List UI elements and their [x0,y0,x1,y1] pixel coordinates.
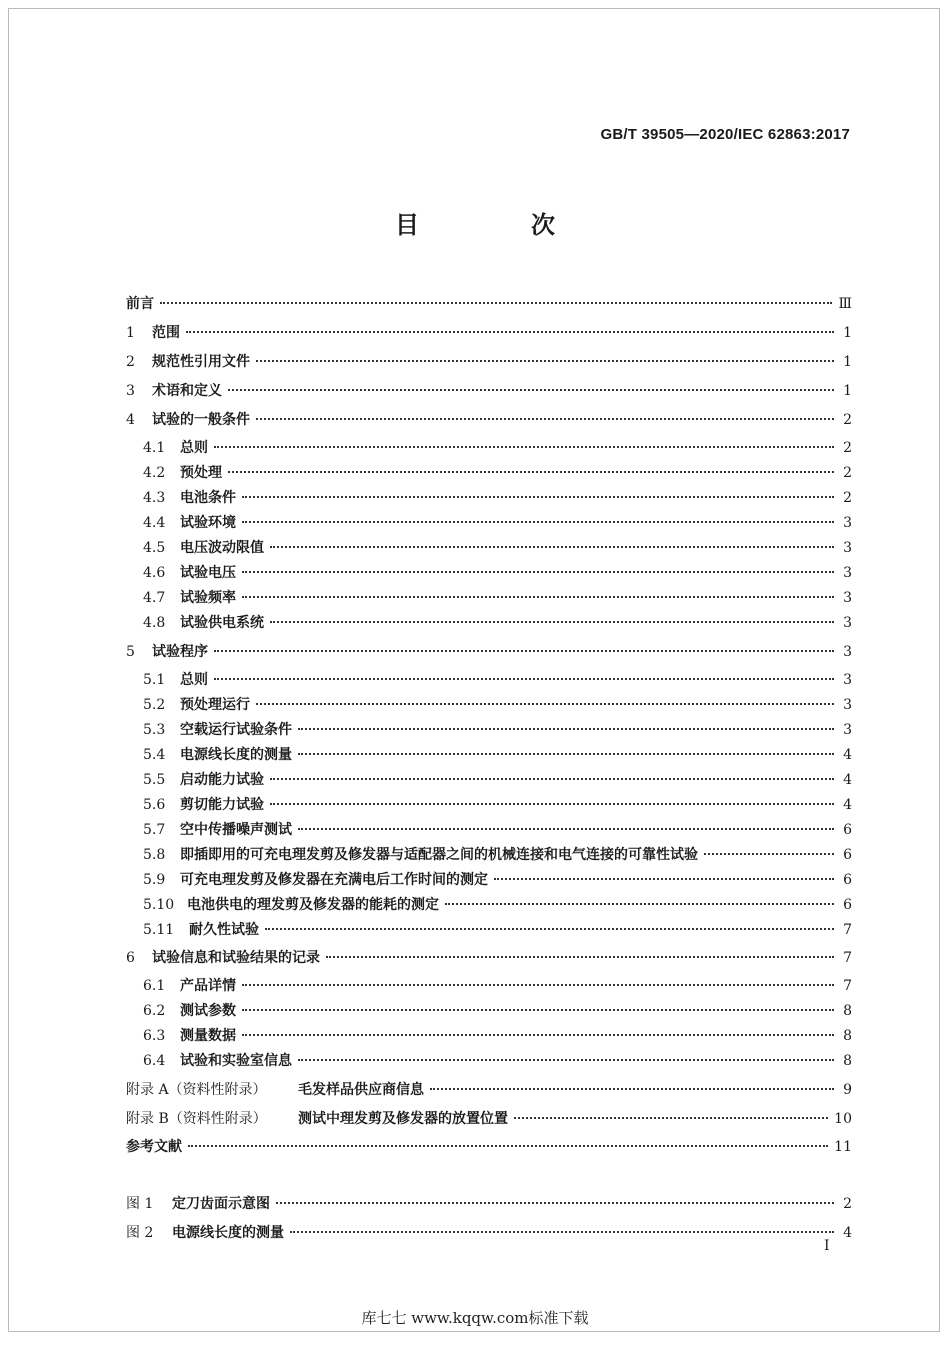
dot-leader [430,1088,834,1090]
dot-leader [228,389,834,391]
toc-entry-number: 4.1 [143,440,166,456]
toc-entry[interactable] [143,870,852,890]
toc-entry[interactable] [126,410,852,430]
dot-leader [256,703,834,705]
dot-leader [270,546,834,548]
toc-entry[interactable] [143,770,852,790]
toc-entry-page: 7 [843,978,852,994]
toc-entry-number: 4.8 [143,615,166,631]
toc-entry-number: 6 [126,950,135,966]
toc-entry-label: 试验电压 [180,565,236,581]
toc-entry-number: 5.1 [143,672,166,688]
toc-entry-page: 3 [843,515,852,531]
toc-entry-number: 4.6 [143,565,166,581]
toc-entry[interactable] [143,463,852,483]
toc-entry-page: 3 [843,565,852,581]
toc-entry-number: 4 [126,412,135,428]
toc-entry-page: 8 [843,1028,852,1044]
toc-entry-number: 5.8 [143,847,166,863]
dot-leader [265,928,834,930]
toc-entry-number: 图 2 [126,1225,154,1241]
toc-entry-number: 4.5 [143,540,166,556]
toc-entry[interactable] [143,720,852,740]
toc-entry-page: 6 [843,822,852,838]
dot-leader [704,853,834,855]
toc-entry-number: 图 1 [126,1196,154,1212]
toc-entry[interactable] [143,695,852,715]
standard-code: GB/T 39505—2020/IEC 62863:2017 [600,126,850,143]
dot-leader [290,1231,834,1233]
toc-entry-label: 试验和实验室信息 [180,1053,292,1069]
dot-leader [214,678,834,680]
toc-entry-label: 试验环境 [180,515,236,531]
toc-entry-label: 试验的一般条件 [152,412,250,428]
dot-leader [270,621,834,623]
toc-entry-number: 6.3 [143,1028,166,1044]
toc-entry[interactable] [143,563,852,583]
dot-leader [242,571,834,573]
dot-leader [214,650,834,652]
dot-leader [494,878,834,880]
toc-entry[interactable] [143,613,852,633]
toc-entry-number: 5.6 [143,797,166,813]
toc-entry-page: 3 [843,615,852,631]
toc-entry[interactable] [126,1194,852,1214]
toc-entry[interactable] [143,745,852,765]
toc-entry-label: 试验供电系统 [180,615,264,631]
toc-entry-label: 术语和定义 [152,383,222,399]
dot-leader [242,596,834,598]
toc-entry-page: 6 [843,847,852,863]
toc-entry-label: 启动能力试验 [180,772,264,788]
dot-leader [228,471,834,473]
toc-entry-label: 参考文献 [126,1139,182,1155]
dot-leader [242,1009,834,1011]
toc-entry-label: 试验程序 [152,644,208,660]
toc-title: 目 次 [395,210,599,239]
dot-leader [160,302,832,304]
toc-entry-page: 1 [843,354,852,370]
toc-entry[interactable] [143,670,852,690]
toc-entry-page: 2 [843,440,852,456]
toc-entry-number: 5.5 [143,772,166,788]
toc-entry-label: 可充电理发剪及修发器在充满电后工作时间的测定 [180,872,488,888]
dot-leader [186,331,834,333]
toc-entry-number: 4.3 [143,490,166,506]
toc-entry-label: 耐久性试验 [189,922,259,938]
toc-entry-page: 3 [843,697,852,713]
toc-entry[interactable] [126,1080,852,1100]
toc-entry-label: 测量数据 [180,1028,236,1044]
toc-entry-page: 4 [843,797,852,813]
toc-entry[interactable] [126,1223,852,1243]
toc-entry-page: 4 [843,772,852,788]
toc-entry[interactable] [143,588,852,608]
toc-entry-label: 总则 [180,672,208,688]
toc-entry-number: 6.2 [143,1003,166,1019]
toc-entry-label: 即插即用的可充电理发剪及修发器与适配器之间的机械连接和电气连接的可靠性试验 [180,847,698,863]
toc-entry[interactable] [126,1109,852,1129]
toc-entry[interactable] [143,1001,852,1021]
dot-leader [445,903,834,905]
toc-entry[interactable] [143,920,852,940]
toc-entry-page: 8 [843,1053,852,1069]
toc-entry-label: 规范性引用文件 [152,354,250,370]
toc-entry-number: 2 [126,354,135,370]
toc-entry-page: Ⅲ [838,296,852,312]
toc-entry[interactable] [143,488,852,508]
toc-entry[interactable] [126,381,852,401]
toc-entry[interactable] [143,513,852,533]
dot-leader [256,360,834,362]
dot-leader [242,1034,834,1036]
toc-entry[interactable] [126,1137,852,1157]
toc-entry[interactable] [126,948,852,968]
dot-leader [326,956,834,958]
toc-entry[interactable] [126,642,852,662]
toc-entry[interactable] [143,795,852,815]
toc-entry[interactable] [143,1026,852,1046]
dot-leader [242,521,834,523]
toc-entry-label: 空载运行试验条件 [180,722,292,738]
toc-entry-label: 毛发样品供应商信息 [298,1082,424,1098]
toc-entry[interactable] [126,323,852,343]
toc-entry-page: 3 [843,722,852,738]
toc-entry-label: 测试中理发剪及修发器的放置位置 [298,1111,508,1127]
toc-entry-label: 定刀齿面示意图 [172,1196,270,1212]
toc-entry-number: 4.7 [143,590,166,606]
toc-entry-page: 2 [843,465,852,481]
toc-entry-page: 8 [843,1003,852,1019]
watermark-text: 库七七 www.kqqw.com标准下载 [361,1309,589,1327]
dot-leader [270,778,834,780]
toc-entry-number: 5.9 [143,872,166,888]
toc-entry-label: 电池条件 [180,490,236,506]
toc-entry-number: 5.11 [143,922,175,938]
toc-entry-label: 试验频率 [180,590,236,606]
toc-entry-label: 电压波动限值 [180,540,264,556]
dot-leader [514,1117,828,1119]
toc-entry[interactable] [143,538,852,558]
toc-entry-label: 电源线长度的测量 [180,747,292,763]
toc-entry-page: 9 [843,1082,852,1098]
toc-entry-number: 3 [126,383,135,399]
dot-leader [188,1145,828,1147]
toc-entry-label: 试验信息和试验结果的记录 [152,950,320,966]
toc-entry-number: 5.4 [143,747,166,763]
toc-entry-label: 预处理运行 [180,697,250,713]
toc-entry-page: 6 [843,872,852,888]
toc-entry-number: 4.2 [143,465,166,481]
toc-entry[interactable] [143,845,852,865]
toc-entry-number: 5.7 [143,822,166,838]
toc-entry-page: 3 [843,590,852,606]
dot-leader [298,753,834,755]
toc-entry-page: 3 [843,644,852,660]
toc-entry-page: 1 [843,325,852,341]
toc-entry-label: 电源线长度的测量 [172,1225,284,1241]
toc-entry-label: 剪切能力试验 [180,797,264,813]
toc-entry-page: 6 [843,897,852,913]
dot-leader [298,1059,834,1061]
toc-entry-label: 预处理 [180,465,222,481]
toc-entry-page: 10 [834,1111,852,1127]
toc-entry[interactable] [143,1051,852,1071]
dot-leader [214,446,834,448]
toc-entry-number: 6.4 [143,1053,166,1069]
toc-entry[interactable] [126,294,852,314]
toc-entry-number: 5 [126,644,135,660]
dot-leader [298,828,834,830]
dot-leader [276,1202,834,1204]
dot-leader [242,496,834,498]
toc-entry-page: 7 [843,950,852,966]
toc-entry-number: 5.3 [143,722,166,738]
dot-leader [242,984,834,986]
toc-entry[interactable] [143,895,852,915]
toc-entry[interactable] [143,976,852,996]
toc-entry-page: 2 [843,490,852,506]
toc-entry-number: 6.1 [143,978,166,994]
toc-entry-number: 附录 B（资料性附录） [126,1111,267,1127]
toc-entry-page: 2 [843,1196,852,1212]
toc-entry-page: 1 [843,383,852,399]
dot-leader [298,728,834,730]
toc-entry-number: 4.4 [143,515,166,531]
toc-entry-number: 5.2 [143,697,166,713]
toc-entry-label: 前言 [126,296,154,312]
toc-entry-page: 4 [843,747,852,763]
dot-leader [256,418,834,420]
toc-entry-number: 5.10 [143,897,175,913]
toc-entry-page: 3 [843,540,852,556]
toc-entry-label: 空中传播噪声测试 [180,822,292,838]
toc-entry-number: 附录 A（资料性附录） [126,1082,267,1098]
toc-entry-page: 3 [843,672,852,688]
toc-entry-label: 产品详情 [180,978,236,994]
dot-leader [270,803,834,805]
toc-entry-label: 测试参数 [180,1003,236,1019]
toc-entry-label: 范围 [152,325,180,341]
toc-entry[interactable] [143,438,852,458]
toc-entry-page: 2 [843,412,852,428]
toc-entry-page: 11 [834,1139,852,1155]
toc-entry-label: 电池供电的理发剪及修发器的能耗的测定 [187,897,439,913]
toc-entry-number: 1 [126,325,135,341]
toc-entry[interactable] [126,352,852,372]
toc-entry[interactable] [143,820,852,840]
toc-entry-page: 4 [843,1225,852,1241]
page-number: I [824,1238,830,1254]
toc-entry-page: 7 [843,922,852,938]
toc-entry-label: 总则 [180,440,208,456]
